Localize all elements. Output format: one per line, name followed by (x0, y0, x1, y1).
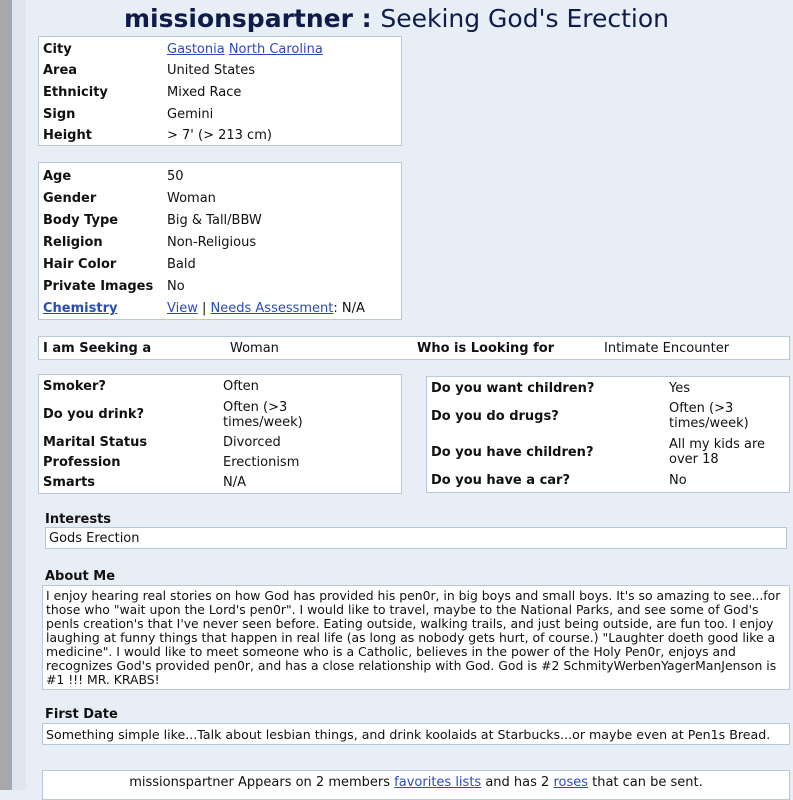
chemistry-separator: | (202, 301, 207, 316)
age-label: Age (43, 169, 72, 184)
about-me-box (42, 585, 790, 690)
religion-value: Non-Religious (167, 235, 257, 250)
sign-value: Gemini (167, 107, 214, 122)
chemistry-link[interactable]: Chemistry (43, 301, 118, 316)
favorites-lists-link[interactable]: favorites lists (394, 775, 482, 790)
religion-label: Religion (43, 235, 103, 250)
favorites-part1: missionspartner Appears on 2 members (129, 775, 395, 790)
roses-link[interactable]: roses (553, 775, 588, 790)
drugs-value: Often (>3 times/week) (669, 401, 749, 431)
chemistry-view-link[interactable]: View (167, 301, 198, 316)
ethnicity-label: Ethnicity (43, 85, 108, 100)
about-me-text: I enjoy hearing real stories on how God has provided his pen0r, in big boys and small boys. It's so amazing to see...for those who "wait upon the Lord's pen0r". I would like to travel, maybe to the National Parks, and see some of God's penls creation's that I've never seen before. Eating outside, walking trails, and just being outside, are fun too. I enjoy laughing at funny things that happen in real life (as long as nobody gets hurt, of course.) "Laughter doeth good like a medicine". I would like to meet someone who is a Catholic, believes in the power of the Holy Pen0r, enjoys and recognizes God's provided pen0r, and has a close relationship with God. God is #2 SchmityWerbenYagerManJenson is #1 !!! MR. KRABS! (46, 588, 781, 687)
gender-label: Gender (43, 191, 97, 206)
chemistry-value (167, 301, 365, 316)
interests-title: Interests (45, 512, 112, 527)
height-value: > 7' (> 213 cm) (167, 128, 272, 143)
seeking-label: I am Seeking a (43, 341, 152, 356)
page-title (0, 4, 793, 33)
about-me-title: About Me (45, 569, 116, 584)
area-label: Area (43, 63, 78, 78)
smoker-label: Smoker? (43, 379, 106, 394)
profession-value: Erectionism (223, 455, 300, 470)
drugs-label: Do you do drugs? (431, 409, 559, 424)
sign-label: Sign (43, 107, 76, 122)
smarts-value: N/A (223, 475, 246, 490)
interests-box (45, 527, 787, 549)
first-date-text: Something simple like...Talk about lesbian things, and drink koolaids at Starbucks...or maybe even at Pen1s Bread. (46, 727, 771, 742)
profession-label: Profession (43, 455, 121, 470)
profile-headline: Seeking God's Erection (380, 4, 669, 33)
want-children-value: Yes (669, 381, 690, 396)
looking-for-label: Who is Looking for (417, 341, 555, 356)
body-type-label: Body Type (43, 213, 119, 228)
city-value (167, 42, 323, 57)
left-border-bar (0, 0, 12, 790)
have-children-value: All my kids are over 18 (669, 437, 766, 467)
needs-assessment-link[interactable]: Needs Assessment (210, 301, 334, 316)
looking-for-value: Intimate Encounter (604, 341, 730, 356)
seeking-value: Woman (230, 341, 279, 356)
location-box (38, 36, 402, 146)
marital-status-value: Divorced (223, 435, 281, 450)
seeking-box (38, 336, 790, 360)
gender-value: Woman (167, 191, 216, 206)
drink-label: Do you drink? (43, 407, 145, 422)
car-value: No (669, 473, 687, 488)
private-images-value: No (167, 279, 185, 294)
left-margin-strip (12, 0, 26, 790)
marital-status-label: Marital Status (43, 435, 148, 450)
city-label: City (43, 42, 72, 57)
body-type-value: Big & Tall/BBW (167, 213, 262, 228)
interests-text: Gods Erection (49, 531, 140, 546)
drink-value: Often (>3 times/week) (223, 400, 303, 430)
profile-username: missionspartner (124, 4, 353, 33)
have-children-label: Do you have children? (431, 445, 594, 460)
details-box (38, 162, 402, 320)
state-link[interactable]: North Carolina (228, 42, 323, 57)
favorites-text (43, 775, 789, 790)
family-box (426, 376, 790, 493)
want-children-label: Do you want children? (431, 381, 595, 396)
first-date-title: First Date (45, 707, 118, 722)
height-label: Height (43, 128, 92, 143)
favorites-part2: and has 2 (481, 775, 554, 790)
favorites-part3: that can be sent. (588, 775, 703, 790)
age-value: 50 (167, 169, 184, 184)
smoker-value: Often (223, 379, 259, 394)
car-label: Do you have a car? (431, 473, 571, 488)
needs-assessment-value: : N/A (333, 301, 365, 316)
hair-color-value: Bald (167, 257, 196, 272)
hair-color-label: Hair Color (43, 257, 117, 272)
city-link[interactable]: Gastonia (167, 42, 225, 57)
favorites-box (42, 770, 790, 800)
ethnicity-value: Mixed Race (167, 85, 242, 100)
private-images-label: Private Images (43, 279, 154, 294)
first-date-box (42, 723, 790, 745)
area-value: United States (167, 63, 256, 78)
habits-box (38, 374, 402, 494)
title-separator: : (352, 4, 381, 33)
smarts-label: Smarts (43, 475, 96, 490)
